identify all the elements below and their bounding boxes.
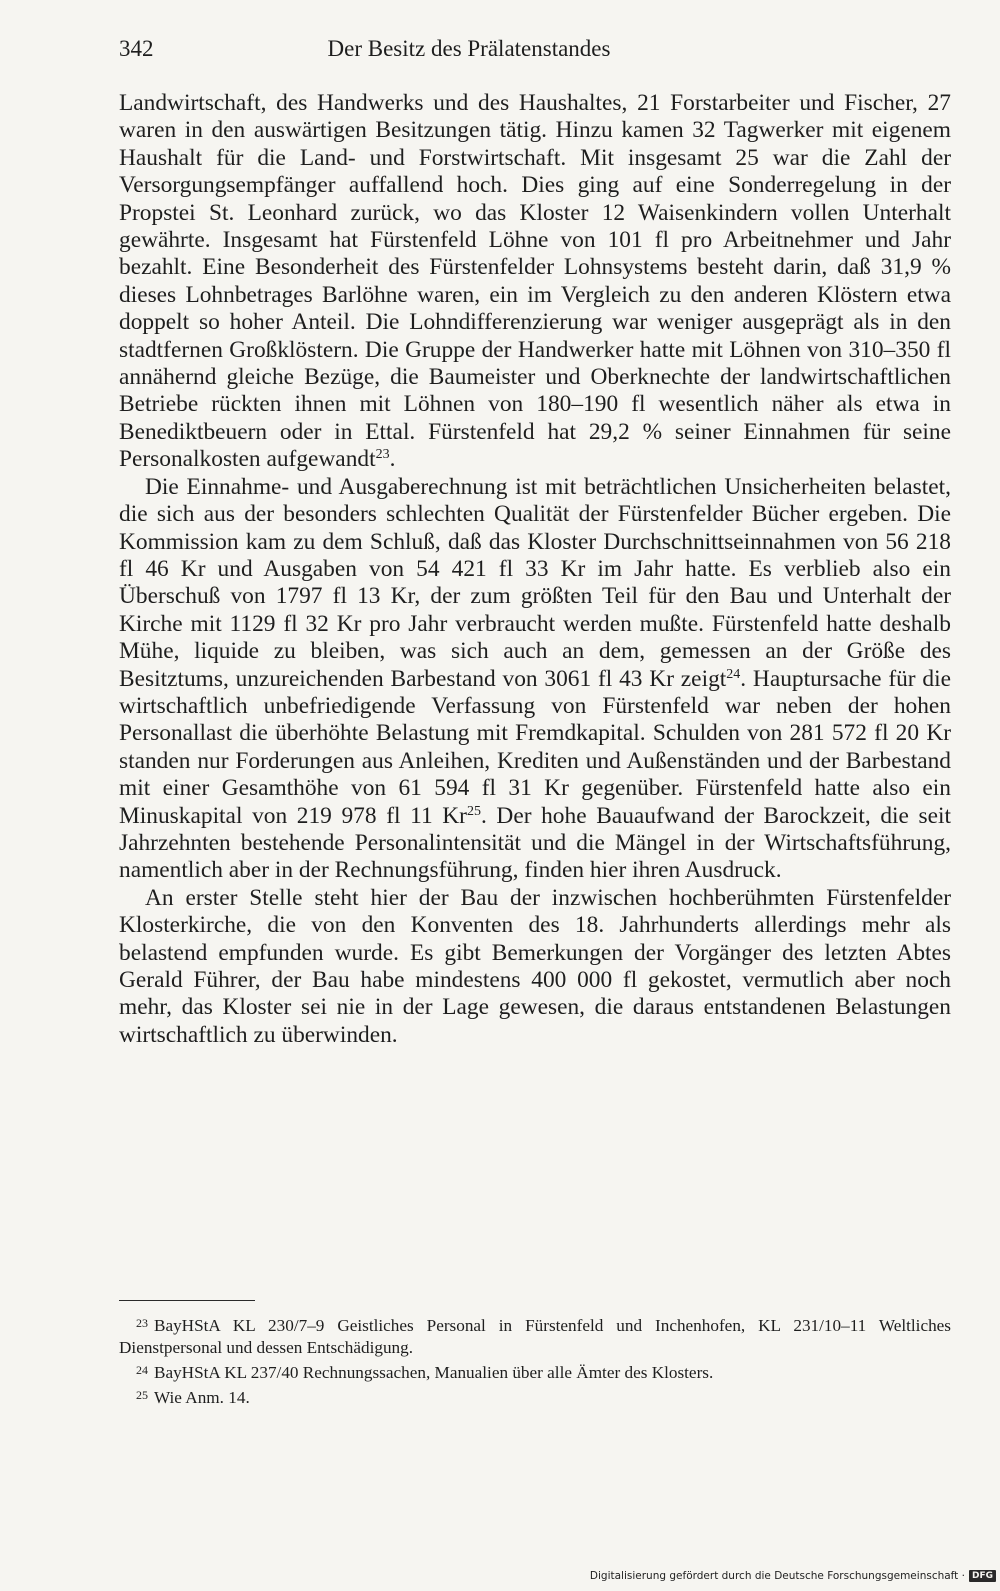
footnote-ref: 24 (726, 666, 741, 682)
footnote-text: BayHStA KL 230/7–9 Geistliches Personal in Fürstenfeld und Inchenhofen, KL 231/10–11 Weltliches Dienstpersonal und dessen Entschädigung. (119, 1316, 951, 1357)
footnote (119, 1312, 951, 1359)
footnote-text: BayHStA KL 237/40 Rechnungssachen, Manualien über alle Ämter des Klosters. (154, 1363, 714, 1382)
body-text (119, 90, 951, 1049)
dfg-logo-icon: DFG (969, 1570, 996, 1582)
paragraph-text: . Der hohe Bauaufwand der Barockzeit, die seit Jahrzehnten bestehende Personalintensität und die Mängel in der Wirtschaftsführung, namentlich aber in der Rechnungsführung, finden hier ihren Ausdruck. (119, 802, 951, 884)
page-header (119, 32, 949, 66)
running-title: Der Besitz des Prälatenstandes (327, 36, 611, 61)
paragraph-text: Die Einnahme- und Ausgaberechnung ist mit beträchtlichen Unsicherheiten belastet, die sich aus der besonders schlechten Qualität der Fürstenfelder Bücher ergeben. Die Kommission kam zu dem Schluß, daß das Kloster Durchschnittseinnahmen von 56 218 fl 46 Kr und Ausgaben von 54 421 fl 33 Kr im Jahr hatte. Es verblieb also ein Überschuß von 1797 fl 13 Kr, der zum größten Teil für den Bau und Unterhalt der Kirche mit 1129 fl 32 Kr pro Jahr verbraucht werden mußte. Fürstenfeld hatte deshalb Mühe, liquide zu bleiben, was sich auch an dem, gemessen an der Größe des Besitztums, unzureichenden Barbestand von 3061 fl 43 Kr zeigt (119, 473, 951, 692)
paragraph (119, 885, 951, 1049)
paragraph-text: . Hauptursache für die wirtschaftlich unbefriedigende Verfassung von Fürstenfeld war neben der hohen Personallast die überhöhte Belastung mit Fremdkapital. Schulden von 281 572 fl 20 Kr standen nur Forderungen aus Anleihen, Krediten und Außenständen und der Barbestand mit einer Gesamthöhe von 61 594 fl 31 Kr gegenüber. Fürstenfeld hatte also ein Minuskapital von 219 978 fl 11 Kr (119, 665, 951, 829)
paragraph (119, 474, 951, 885)
footnote (119, 1384, 951, 1409)
footnote-text: Wie Anm. 14. (154, 1388, 250, 1407)
footnotes (119, 1312, 951, 1409)
page-number: 342 (119, 36, 154, 61)
footnote-ref: 25 (466, 803, 481, 819)
footnote (119, 1359, 951, 1384)
paragraph-text: An erster Stelle steht hier der Bau der inzwischen hochberühmten Fürstenfelder Klosterkirche, die von den Konventen des 18. Jahrhunderts allerdings mehr als belastend empfunden wurde. Es gibt Bemerkungen der Vorgänger des letzten Abtes Gerald Führer, der Bau habe mindestens 400 000 fl gekostet, vermutlich aber noch mehr, das Kloster sei nie in der Lage gewesen, die daraus entstandenen Belastungen wirtschaftlich zu überwinden. (119, 884, 951, 1048)
footnote-ref: 23 (375, 447, 390, 463)
digitization-banner (590, 1567, 996, 1585)
paragraph (119, 90, 951, 474)
paragraph-text: . (389, 446, 396, 473)
footnote-rule (119, 1300, 255, 1301)
footnote-mark: 25 (136, 1388, 148, 1402)
paragraph-text: Landwirtschaft, des Handwerks und des Haushaltes, 21 Forstarbeiter und Fischer, 27 waren in den auswärtigen Besitzungen tätig. Hinzu kamen 32 Tagwerker mit eigenem Haushalt für die Land- und Forstwirtschaft. Mit insgesamt 25 war die Zahl der Versorgungsempfänger auffallend hoch. Dies ging auf eine Sonderregelung in der Propstei St. Leonhard zurück, wo das Kloster 12 Waisenkindern vollen Unterhalt gewährte. Insgesamt hat Fürstenfeld Löhne von 101 fl pro Arbeitnehmer und Jahr bezahlt. Eine Besonderheit des Fürstenfelder Lohnsystems besteht darin, daß 31,9 % dieses Lohnbetrages Barlöhne waren, ein im Vergleich zu den anderen Klöstern etwa doppelt so hoher Anteil. Die Lohndifferenzierung war weniger ausgeprägt als in den stadtfernen Großklöstern. Die Gruppe der Handwerker hatte mit Löhnen von 310–350 fl annähernd gleiche Bezüge, die Baumeister und Oberknechte der landwirtschaftlichen Betriebe rückten ihnen mit Löhnen von 180–190 fl wesentlich näher als etwa in Benediktbeuern oder in Ettal. Fürstenfeld hat 29,2 % seiner Einnahmen für seine Personalkosten aufgewandt (119, 90, 951, 473)
footnote-mark: 23 (136, 1316, 148, 1330)
footnote-mark: 24 (136, 1363, 148, 1377)
digitization-credit: Digitalisierung gefördert durch die Deutsche Forschungsgemeinschaft · (589, 1570, 965, 1582)
